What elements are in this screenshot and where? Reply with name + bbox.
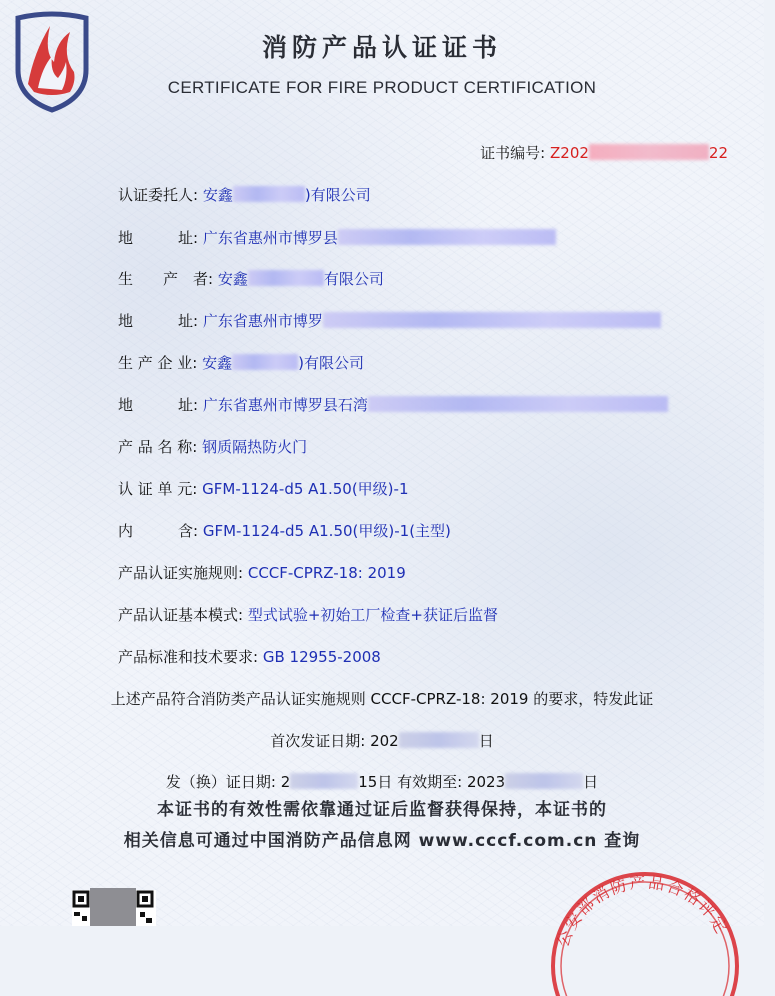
certificate-number-prefix: Z202 [550, 144, 589, 162]
redacted-block [233, 186, 305, 202]
first-issue-prefix: 202 [370, 732, 399, 750]
field-rules [118, 562, 406, 583]
redacted-block [505, 773, 583, 789]
field-label: 地 址: [118, 396, 199, 414]
field-label: 产品认证基本模式: [118, 606, 244, 624]
redacted-block [589, 144, 709, 160]
reissue-middle: 15日 [358, 773, 393, 791]
valid-until-suffix: 日 [583, 773, 599, 791]
field-client [118, 184, 371, 205]
field-value-suffix: 有限公司 [323, 270, 384, 288]
valid-until-label: 有效期至: [397, 773, 463, 791]
footer-line-1: 本证书的有效性需依靠通过证后监督获得保持，本证书的 [157, 800, 607, 820]
certificate-number-label: 证书编号: [480, 144, 546, 162]
svg-text:公安部消防产品合格评定 [553, 873, 732, 950]
field-value: GFM-1124-d5 A1.50(甲级)-1(主型) [202, 522, 451, 540]
field-mode [118, 604, 498, 625]
field-value: GB 12955-2008 [262, 648, 381, 666]
field-value: 钢质隔热防火门 [202, 438, 308, 456]
redacted-block [232, 354, 298, 370]
field-value: GFM-1124-d5 A1.50(甲级)-1 [202, 480, 409, 498]
field-producer-address [118, 310, 661, 331]
field-label: 认 证 单 元: [118, 480, 198, 498]
field-label: 地 址: [118, 312, 199, 330]
certificate-title-cn: 消防产品认证证书 [261, 33, 502, 62]
field-product-name [118, 436, 307, 457]
first-issue-label: 首次发证日期: [270, 732, 366, 750]
redacted-block [338, 229, 556, 245]
field-value-prefix: 安鑫 [217, 270, 248, 288]
field-value-prefix: 广东省惠州市博罗 [202, 312, 323, 330]
seal-text: 公安部消防产品合格评定 [553, 872, 732, 950]
redacted-block [399, 732, 479, 748]
field-label: 内 含: [118, 522, 199, 540]
certificate-title-en: CERTIFICATE FOR FIRE PRODUCT CERTIFICATION [167, 78, 597, 97]
valid-until-prefix: 2023 [466, 773, 506, 791]
official-seal [535, 856, 775, 996]
field-value: 型式试验+初始工厂检查+获证后监督 [247, 606, 498, 624]
field-label: 地 址: [118, 229, 199, 247]
field-standard [118, 646, 381, 667]
field-value-prefix: 广东省惠州市博罗县石湾 [202, 396, 368, 414]
field-value-prefix: 安鑫 [202, 186, 233, 204]
field-manufacturer [118, 352, 364, 373]
field-unit [118, 478, 409, 499]
redacted-block [323, 312, 661, 328]
field-value-suffix: )有限公司 [304, 186, 371, 204]
redacted-block [368, 396, 668, 412]
redacted-block [248, 270, 324, 286]
field-value: CCCF-CPRZ-18: 2019 [247, 564, 406, 582]
footer-line-2: 相关信息可通过中国消防产品信息网 www.cccf.com.cn 查询 [123, 831, 641, 851]
reissue-label: 发（换）证日期: [165, 773, 276, 791]
field-client-address [118, 227, 556, 248]
reissue-prefix: 2 [280, 773, 291, 791]
field-value-prefix: 广东省惠州市博罗县 [202, 229, 338, 247]
field-label: 生 产 者: [118, 270, 214, 288]
certificate-number-suffix: 22 [708, 144, 728, 162]
field-contains [118, 520, 451, 541]
first-issue-suffix: 日 [478, 732, 494, 750]
field-value-prefix: 安鑫 [202, 354, 233, 372]
field-label: 生 产 企 业: [118, 354, 198, 372]
field-label: 产 品 名 称: [118, 438, 198, 456]
certification-statement: 上述产品符合消防类产品认证实施规则 CCCF-CPRZ-18: 2019 的要求，特发此证 [110, 690, 654, 708]
field-value-suffix: )有限公司 [298, 354, 365, 372]
redacted-block [290, 773, 358, 789]
field-label: 产品认证实施规则: [118, 564, 244, 582]
field-manufacturer-address [118, 394, 668, 415]
qr-code-icon [72, 886, 156, 926]
field-label: 认证委托人: [118, 186, 199, 204]
field-label: 产品标准和技术要求: [118, 648, 259, 666]
reissue-date [0, 771, 764, 792]
certificate-number [480, 142, 728, 163]
first-issue-date [0, 730, 764, 751]
field-producer [118, 268, 384, 289]
